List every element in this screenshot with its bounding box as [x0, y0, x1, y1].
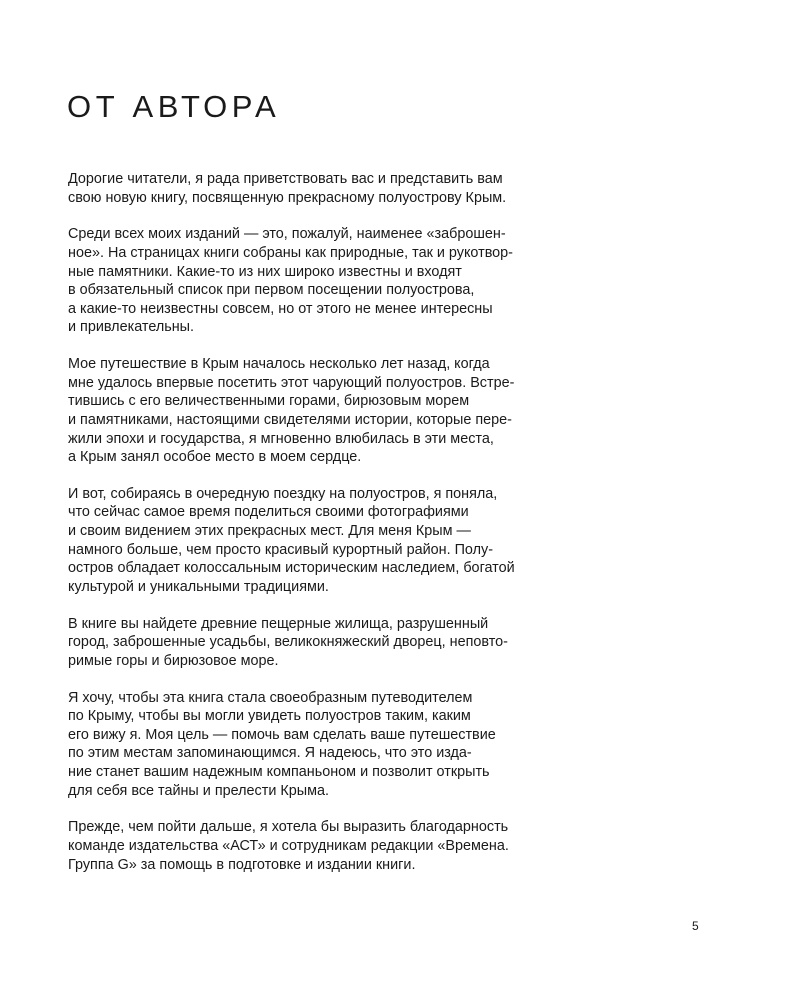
text-line: римые горы и бирюзовое море. — [68, 652, 279, 669]
text-line: город, заброшенные усадьбы, великокняжеский дворец, неповто- — [68, 634, 508, 651]
text-line: в обязательный список при первом посещении полуострова, — [68, 282, 475, 299]
paragraph — [68, 170, 598, 207]
paragraph — [68, 689, 598, 801]
text-line: жили эпохи и государства, я мгновенно влюбилась в эти места, — [68, 430, 494, 447]
text-line: по этим местам запоминающимся. Я надеюсь, что это изда- — [68, 745, 472, 762]
text-line: ные памятники. Какие-то из них широко известны и входят — [68, 263, 462, 280]
text-line: а какие-то неизвестны совсем, но от этого не менее интересны — [68, 300, 493, 317]
text-line: что сейчас самое время поделиться своими фотографиями — [68, 504, 469, 521]
paragraph — [68, 225, 598, 337]
text-line: свою новую книгу, посвященную прекрасному полуострову Крым. — [68, 189, 507, 206]
text-line: тившись с его величественными горами, бирюзовым морем — [68, 393, 470, 410]
text-line: по Крыму, чтобы вы могли увидеть полуостров таким, каким — [68, 708, 471, 725]
text-line: Среди всех моих изданий — это, пожалуй, наименее «заброшен- — [68, 226, 506, 243]
text-line: ное». На страницах книги собраны как природные, так и рукотвор- — [68, 244, 513, 261]
text-line: Группа G» за помощь в подготовке и издании книги. — [68, 856, 416, 873]
text-line: для себя все тайны и прелести Крыма. — [68, 782, 329, 799]
paragraph — [68, 615, 598, 671]
text-line: его вижу я. Моя цель — помочь вам сделать ваше путешествие — [68, 726, 496, 743]
text-line: ние станет вашим надежным компаньоном и позволит открыть — [68, 763, 490, 780]
text-line: остров обладает колоссальным историческим наследием, богатой — [68, 560, 515, 577]
text-line: и своим видением этих прекрасных мест. Для меня Крым — — [68, 523, 471, 540]
text-line: а Крым занял особое место в моем сердце. — [68, 449, 362, 466]
paragraph — [68, 485, 598, 597]
page-title: ОТ АВТОРА — [67, 89, 281, 124]
text-line: В книге вы найдете древние пещерные жилища, разрушенный — [68, 615, 489, 632]
text-line: и привлекательны. — [68, 319, 195, 336]
text-line: Я хочу, чтобы эта книга стала своеобразным путеводителем — [68, 689, 473, 706]
text-line: Прежде, чем пойти дальше, я хотела бы выразить благодарность — [68, 819, 509, 836]
page-number: 5 — [692, 919, 699, 933]
text-line: Дорогие читатели, я рада приветствовать вас и представить вам — [68, 171, 503, 187]
paragraph — [68, 355, 598, 467]
text-line: и памятниками, настоящими свидетелями истории, которые пере- — [68, 411, 512, 428]
text-line: культурой и уникальными традициями. — [68, 578, 329, 595]
text-line: намного больше, чем просто красивый курортный район. Полу- — [68, 541, 493, 558]
body-text — [68, 170, 598, 874]
text-line: мне удалось впервые посетить этот чарующий полуостров. Встре- — [68, 374, 515, 391]
paragraph — [68, 818, 598, 874]
text-line: Мое путешествие в Крым началось несколько лет назад, когда — [68, 356, 490, 373]
text-line: команде издательства «АСТ» и сотрудникам редакции «Времена. — [68, 837, 509, 854]
text-line: И вот, собираясь в очередную поездку на полуостров, я поняла, — [68, 485, 498, 502]
